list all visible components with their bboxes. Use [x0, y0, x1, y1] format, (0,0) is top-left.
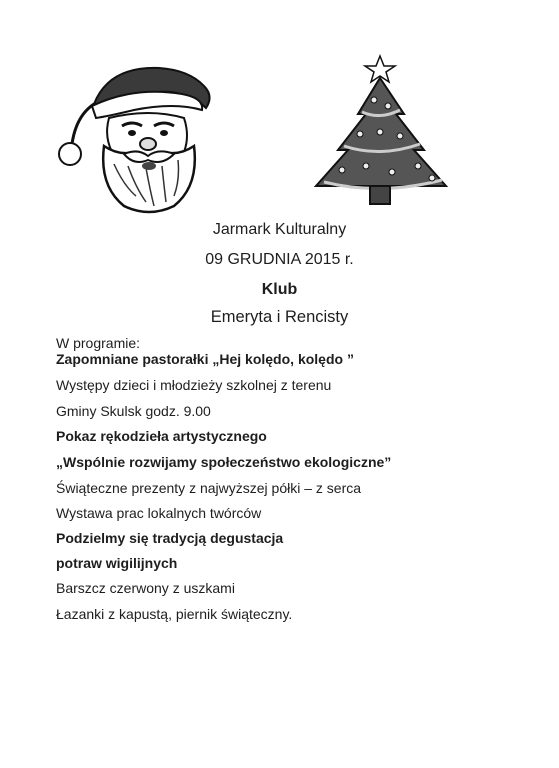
event-date: 09 GRUDNIA 2015 r.: [205, 251, 354, 268]
program-intro: W programie:: [56, 335, 141, 351]
program-line: Wystawa prac lokalnych twórców: [56, 505, 262, 521]
venue-line-1: Klub: [261, 281, 298, 298]
program-line: Zapomniane pastorałki „Hej kolędo, kolędo ”: [56, 351, 354, 367]
santa-claus-icon: [54, 56, 219, 216]
program-line: potraw wigilijnych: [56, 555, 178, 571]
program-line: Łazanki z kapustą, piernik świąteczny.: [56, 606, 293, 622]
christmas-tree-icon: [296, 54, 466, 222]
program-line: Świąteczne prezenty z najwyższej półki – z serca: [56, 480, 362, 496]
program-line: Gminy Skulsk godz. 9.00: [56, 403, 211, 419]
event-title: Jarmark Kulturalny: [212, 221, 347, 238]
program-line: Podzielmy się tradycją degustacja: [56, 530, 284, 546]
program-line: Występy dzieci i młodzieży szkolnej z terenu: [56, 377, 332, 393]
program-line: Barszcz czerwony z uszkami: [56, 580, 235, 596]
venue-line-2: Emeryta i Rencisty: [210, 308, 349, 326]
program-line: Pokaz rękodzieła artystycznego: [56, 428, 267, 444]
program-line: „Wspólnie rozwijamy społeczeństwo ekologiczne”: [56, 454, 392, 470]
